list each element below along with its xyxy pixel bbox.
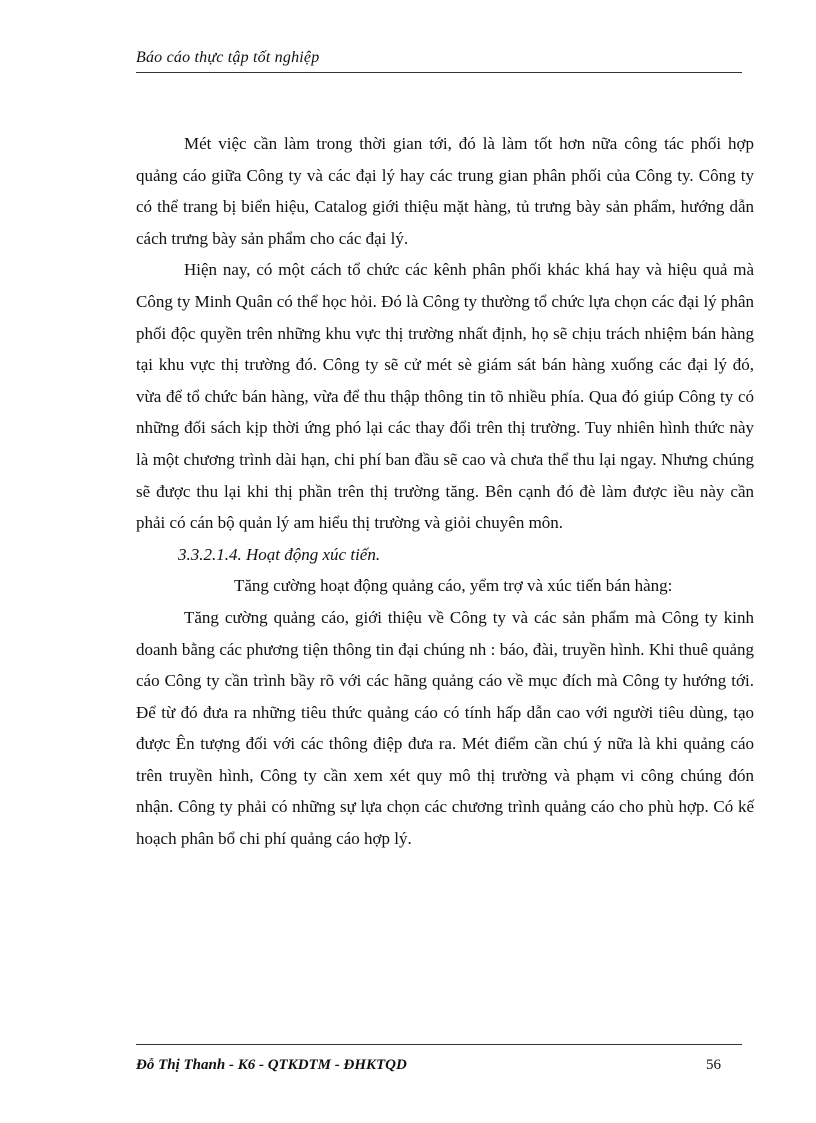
header-divider xyxy=(136,72,742,73)
lead-line: Tăng cường hoạt động quảng cáo, yểm trợ và xúc tiến bán hàng: xyxy=(234,576,673,596)
footer-author: Đỗ Thị Thanh - K6 - QTKDTM - ĐHKTQD xyxy=(136,1057,407,1073)
paragraph-2: Hiện nay, có một cách tổ chức các kênh phân phối khác khá hay và hiệu quả mà Công ty Minh Quân có thể học hỏi. Đó là Công ty thường tổ chức lựa chọn các đại lý phân phối độc quyền trên những khu vực thị trường nhất định, họ sẽ chịu trách nhiệm bán hàng tại khu vực thị trường đó. Công ty sẽ cử mét sè giám sát bán hàng xuống các đại lý đó, vừa để tổ chức bán hàng, vừa để thu thập thông tin tõ nhiều phía. Qua đó giúp Công ty có những đối sách kịp thời ứng phó lại các thay đổi trên thị trường. Tuy nhiên hình thức này là một chương trình dài hạn, chi phí ban đầu sẽ cao và chưa thể thu lại ngay. Nhưng chúng sẽ được thu lại khi thị phần trên thị trường tăng. Bên cạnh đó đè làm được iều này cần phải có cán bộ quản lý am hiểu thị trường và giỏi chuyên môn. xyxy=(136,260,754,533)
running-header-title: Báo cáo thực tập tốt nghiệp xyxy=(136,49,320,66)
page-number: 56 xyxy=(706,1057,721,1073)
paragraph-3: Tăng cường quảng cáo, giới thiệu về Công ty và các sản phẩm mà Công ty kinh doanh bằng các phương tiện thông tin đại chúng nh : báo, đài, truyền hình. Khi thuê quảng cáo Công ty cần trình bầy rõ với các hãng quảng cáo về mục đích mà Công ty hướng tới. Để từ đó đưa ra những tiêu thức quảng cáo có tính hấp dẫn cao với người tiêu dùng, tạo được Ên tượng đối với các thông điệp đưa ra. Mét điểm cần chú ý nữa là khi quảng cáo trên truyền hình, Công ty cần xem xét quy mô thị trường và phạm vi công chúng đón nhận. Công ty phải có những sự lựa chọn các chương trình quảng cáo cho phù hợp. Có kế hoạch phân bổ chi phí quảng cáo hợp lý. xyxy=(136,607,754,849)
footer-divider xyxy=(136,1044,742,1045)
section-heading: 3.3.2.1.4. Hoạt động xúc tiến. xyxy=(178,544,381,564)
body-text xyxy=(136,128,754,855)
paragraph-1: Mét việc cần làm trong thời gian tới, đó là làm tốt hơn nữa công tác phối hợp quảng cáo giữa Công ty và các đại lý hay các trung gian phân phối của Công ty. Công ty có thể trang bị biển hiệu, Catalog giới thiệu mặt hàng, tủ trưng bày sản phẩm, hướng dẫn cách trưng bày sản phẩm cho các đại lý. xyxy=(136,134,754,248)
